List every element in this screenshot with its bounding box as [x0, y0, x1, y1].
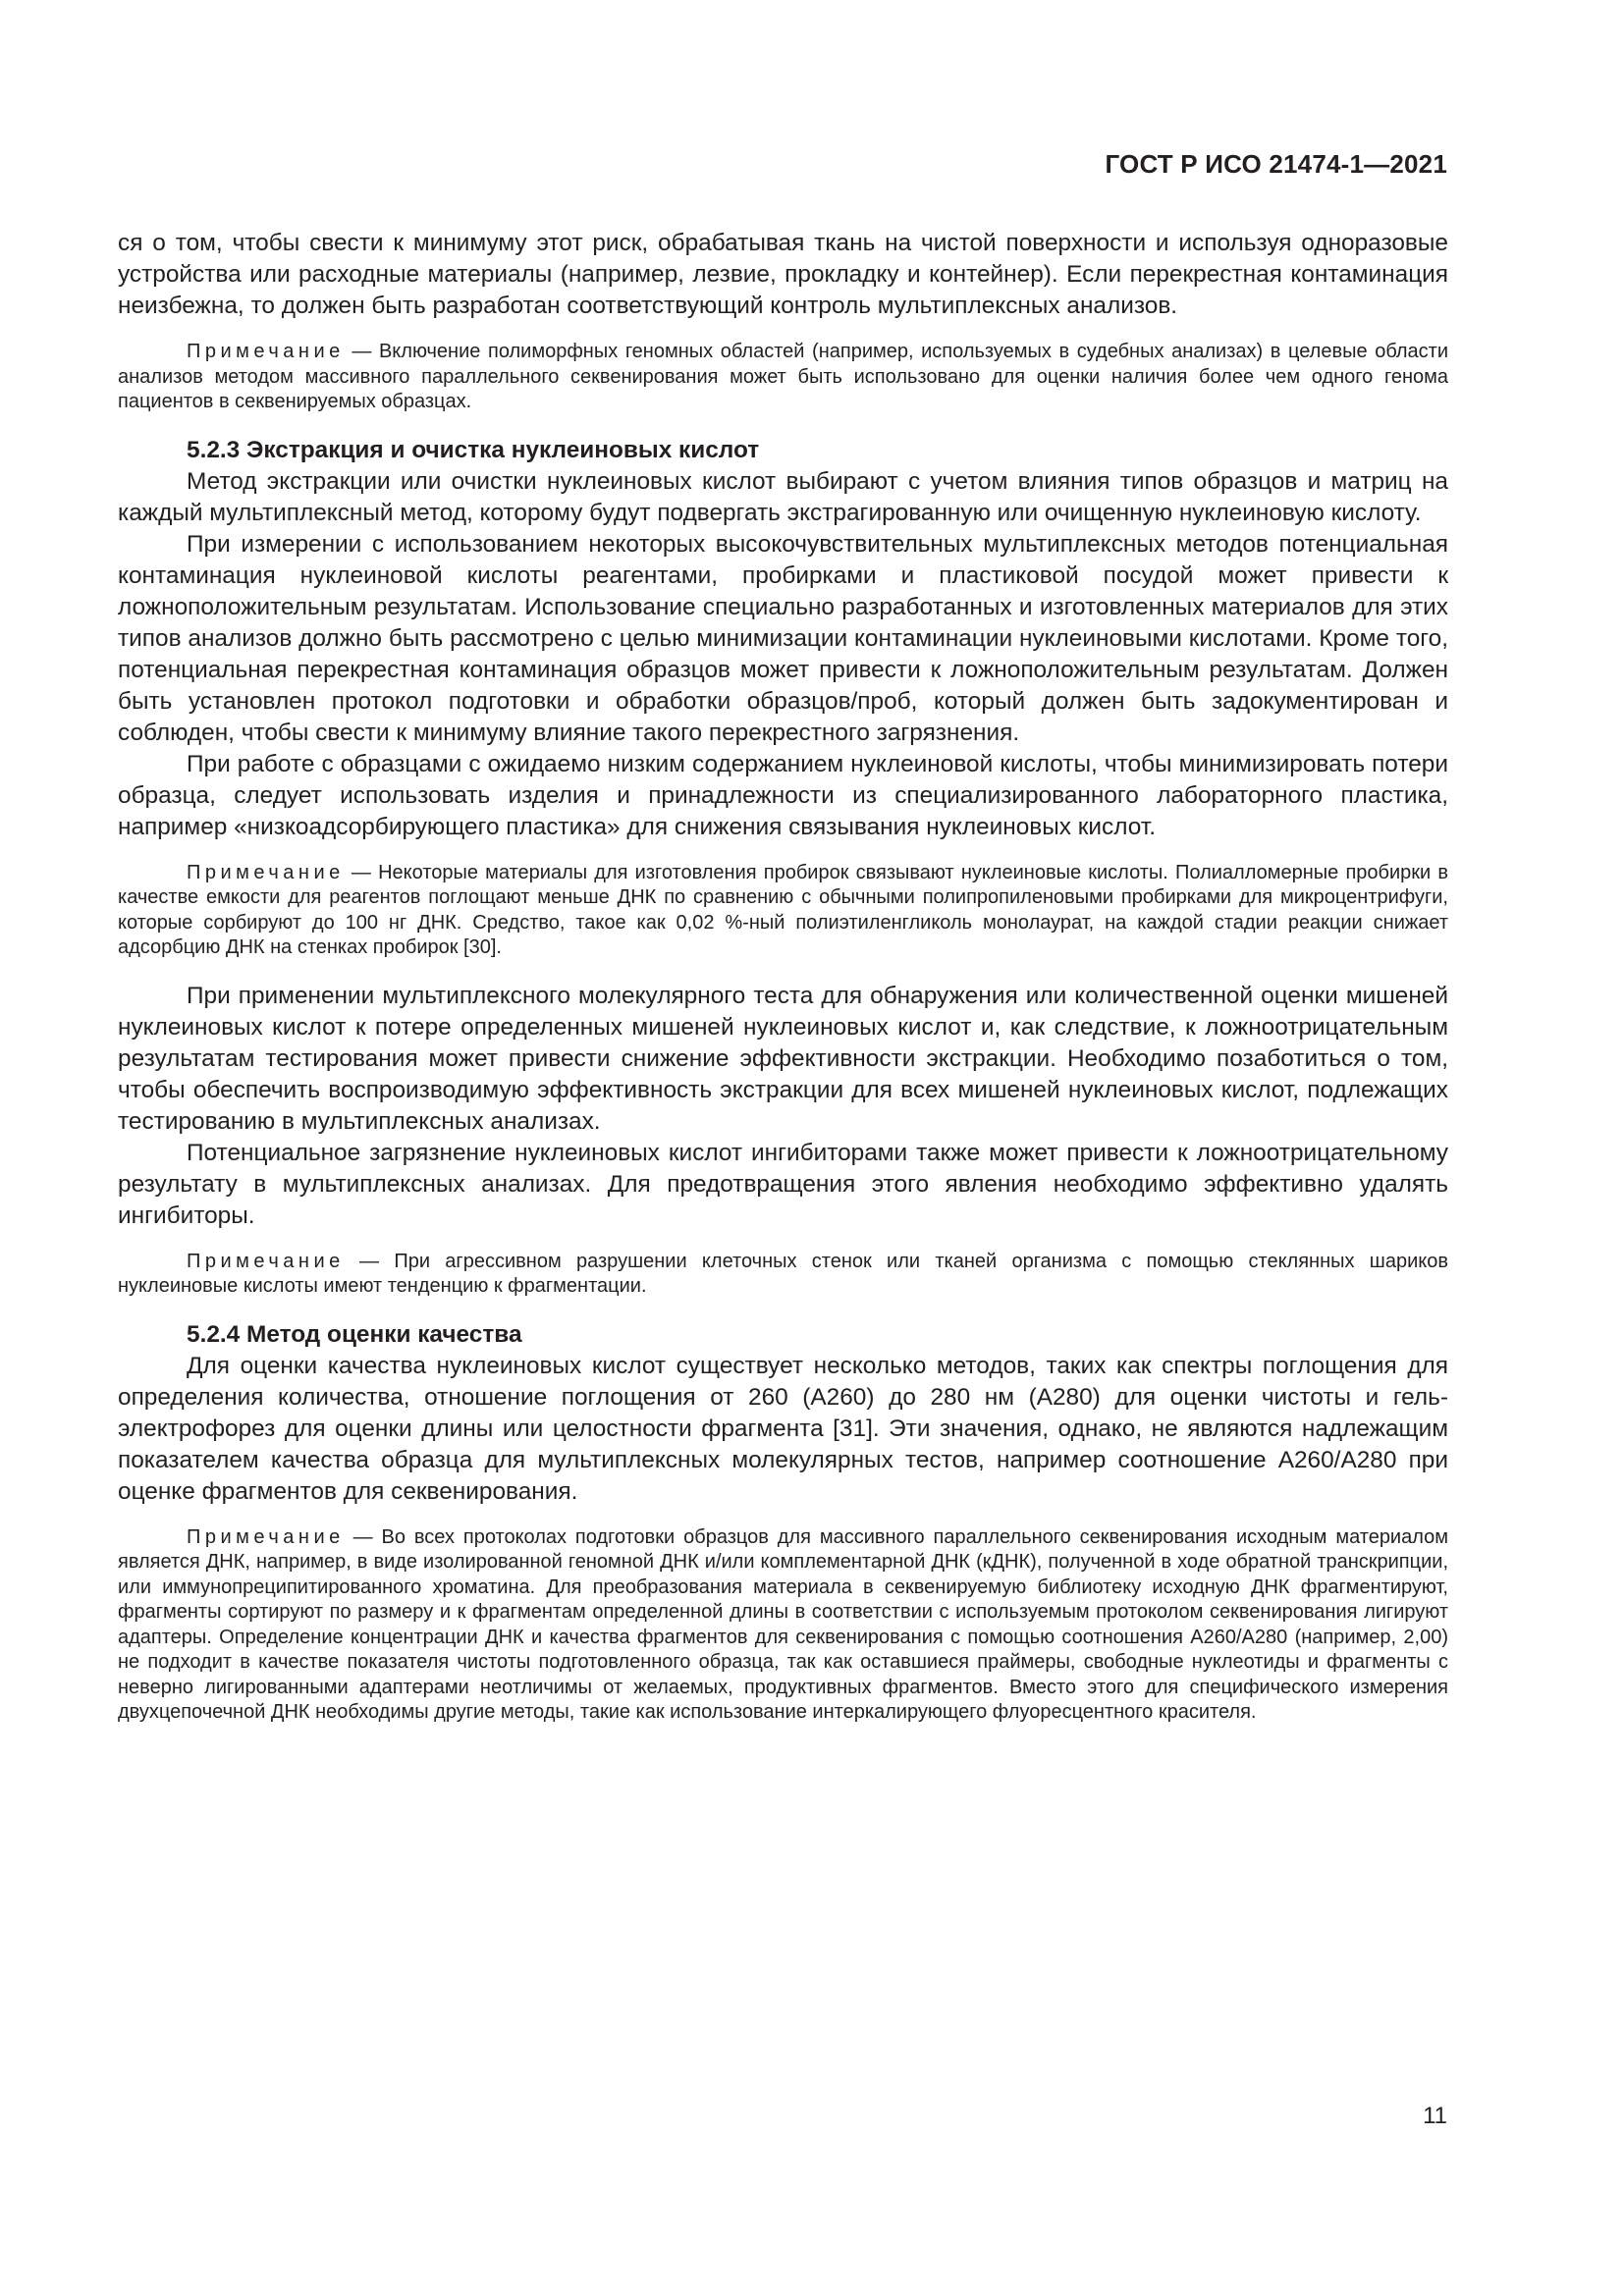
- note-sequencing-protocols: [118, 1525, 1448, 1726]
- note-text: — Некоторые материалы для изготовления пробирок связывают нуклеиновые кислоты. Полиалломерные пробирки в качестве емкости для реагентов поглощают меньше ДНК по сравнению с обычными полипропиленовыми пробирками для микроцентрифуги, которые сорбируют до 100 нг ДНК. Средство, такое как 0,02 %-ный полиэтиленгликоль монолаурат, на каждой стадии реакции снижает адсорбцию ДНК на стенках пробирок [30].: [118, 861, 1448, 958]
- note-label: Примечание: [187, 1525, 345, 1548]
- note-text: — Включение полиморфных геномных областей (например, используемых в судебных анализах) в целевые области анализов методом массивного параллельного секвенирования может быть использовано для оценки наличия более чем одного генома пациентов в секвенируемых образцах.: [118, 341, 1448, 412]
- note-glass-beads: [118, 1250, 1448, 1300]
- paragraph-inhibitors: Потенциальное загрязнение нуклеиновых кислот ингибиторами также может привести к ложноотрицательному результату в мультиплексных анализах. Для предотвращения этого явления необходимо эффективно удалять ингибиторы.: [118, 1139, 1448, 1229]
- page-number: 11: [1423, 2103, 1447, 2129]
- page-content: [118, 228, 1448, 1745]
- section-heading-5-2-3: 5.2.3 Экстракция и очистка нуклеиновых кислот: [187, 436, 760, 463]
- paragraph-quality-methods: Для оценки качества нуклеиновых кислот существует несколько методов, таких как спектры поглощения для определения количества, отношение поглощения от 260 (А260) до 280 нм (А280) для оценки чистоты и гель-электрофорез для оценки длины или целостности фрагмента [31]. Эти значения, однако, не являются надлежащим показателем качества образца для мультиплексных молекулярных тестов, например соотношение А260/А280 при оценке фрагментов для секвенирования.: [118, 1352, 1448, 1505]
- standard-designation: ГОСТ Р ИСО 21474-1—2021: [1105, 149, 1447, 179]
- note-label: Примечание: [187, 861, 345, 883]
- note-label: Примечание: [187, 341, 345, 362]
- note-text: — Во всех протоколах подготовки образцов для массивного параллельного секвенирования исходным материалом является ДНК, например, в виде изолированной геномной ДНК и/или комплементарной ДНК (кДНК), полученной в ходе обратной транскрипции, или иммунопреципитированного хроматина. Для преобразования материала в секвенируемую библиотеку исходную ДНК фрагментируют, фрагменты сортируют по размеру и к фрагментам определенной длины в соответствии с используемым протоколом секвенирования лигируют адаптеры. Определение концентрации ДНК и качества фрагментов для секвенирования с помощью соотношения А260/А280 (например, 2,00) не подходит в качестве показателя чистоты подготовленного образца, так как оставшиеся праймеры, свободные нуклеотиды и фрагменты с неверно лигированными адаптерами неотличимы от желаемых, продуктивных фрагментов. Вместо этого для специфического измерения двухцепочечной ДНК необходимы другие методы, такие как использование интеркалирующего флуоресцентного красителя.: [118, 1525, 1448, 1723]
- note-polymorphic-regions: [118, 340, 1448, 415]
- paragraph-low-content: При работе с образцами с ожидаемо низким содержанием нуклеиновой кислоты, чтобы минимизировать потери образца, следует использовать изделия и принадлежности из специализированного лабораторного пластика, например «низкоадсорбирующего пластика» для снижения связывания нуклеиновых кислот.: [118, 750, 1448, 840]
- note-text: — При агрессивном разрушении клеточных стенок или тканей организма с помощью стеклянных шариков нуклеиновые кислоты имеют тенденцию к фрагментации.: [118, 1250, 1448, 1297]
- paragraph-extraction-method: Метод экстракции или очистки нуклеиновых кислот выбирают с учетом влияния типов образцов и матриц на каждый мультиплексный метод, которому будут подвергать экстрагированную или очищенную нуклеиновую кислоту.: [118, 467, 1448, 526]
- note-tube-materials: [118, 861, 1448, 961]
- note-label: Примечание: [187, 1250, 345, 1272]
- section-heading-5-2-4: 5.2.4 Метод оценки качества: [187, 1320, 522, 1348]
- paragraph-continuation: ся о том, чтобы свести к минимуму этот риск, обрабатывая ткань на чистой поверхности и используя одноразовые устройства или расходные материалы (например, лезвие, прокладку и контейнер). Если перекрестная контаминация неизбежна, то должен быть разработан соответствующий контроль мультиплексных анализов.: [118, 230, 1448, 319]
- paragraph-contamination: При измерении с использованием некоторых высокочувствительных мультиплексных методов потенциальная контаминация нуклеиновой кислоты реагентами, пробирками и пластиковой посудой может привести к ложноположительным результатам. Использование специально разработанных и изготовленных материалов для этих типов анализов должно быть рассмотрено с целью минимизации контаминации нуклеиновыми кислотами. Кроме того, потенциальная перекрестная контаминация образцов может привести к ложноположительным результатам. Должен быть установлен протокол подготовки и обработки образцов/проб, который должен быть задокументирован и соблюден, чтобы свести к минимуму влияние такого перекрестного загрязнения.: [118, 530, 1448, 746]
- paragraph-multiplex-test: При применении мультиплексного молекулярного теста для обнаружения или количественной оценки мишеней нуклеиновых кислот к потере определенных мишеней нуклеиновых кислот и, как следствие, к ложноотрицательным результатам тестирования может привести снижение эффективности экстракции. Необходимо позаботиться о том, чтобы обеспечить воспроизводимую эффективность экстракции для всех мишеней нуклеиновых кислот, подлежащих тестированию в мультиплексных анализах.: [118, 982, 1448, 1135]
